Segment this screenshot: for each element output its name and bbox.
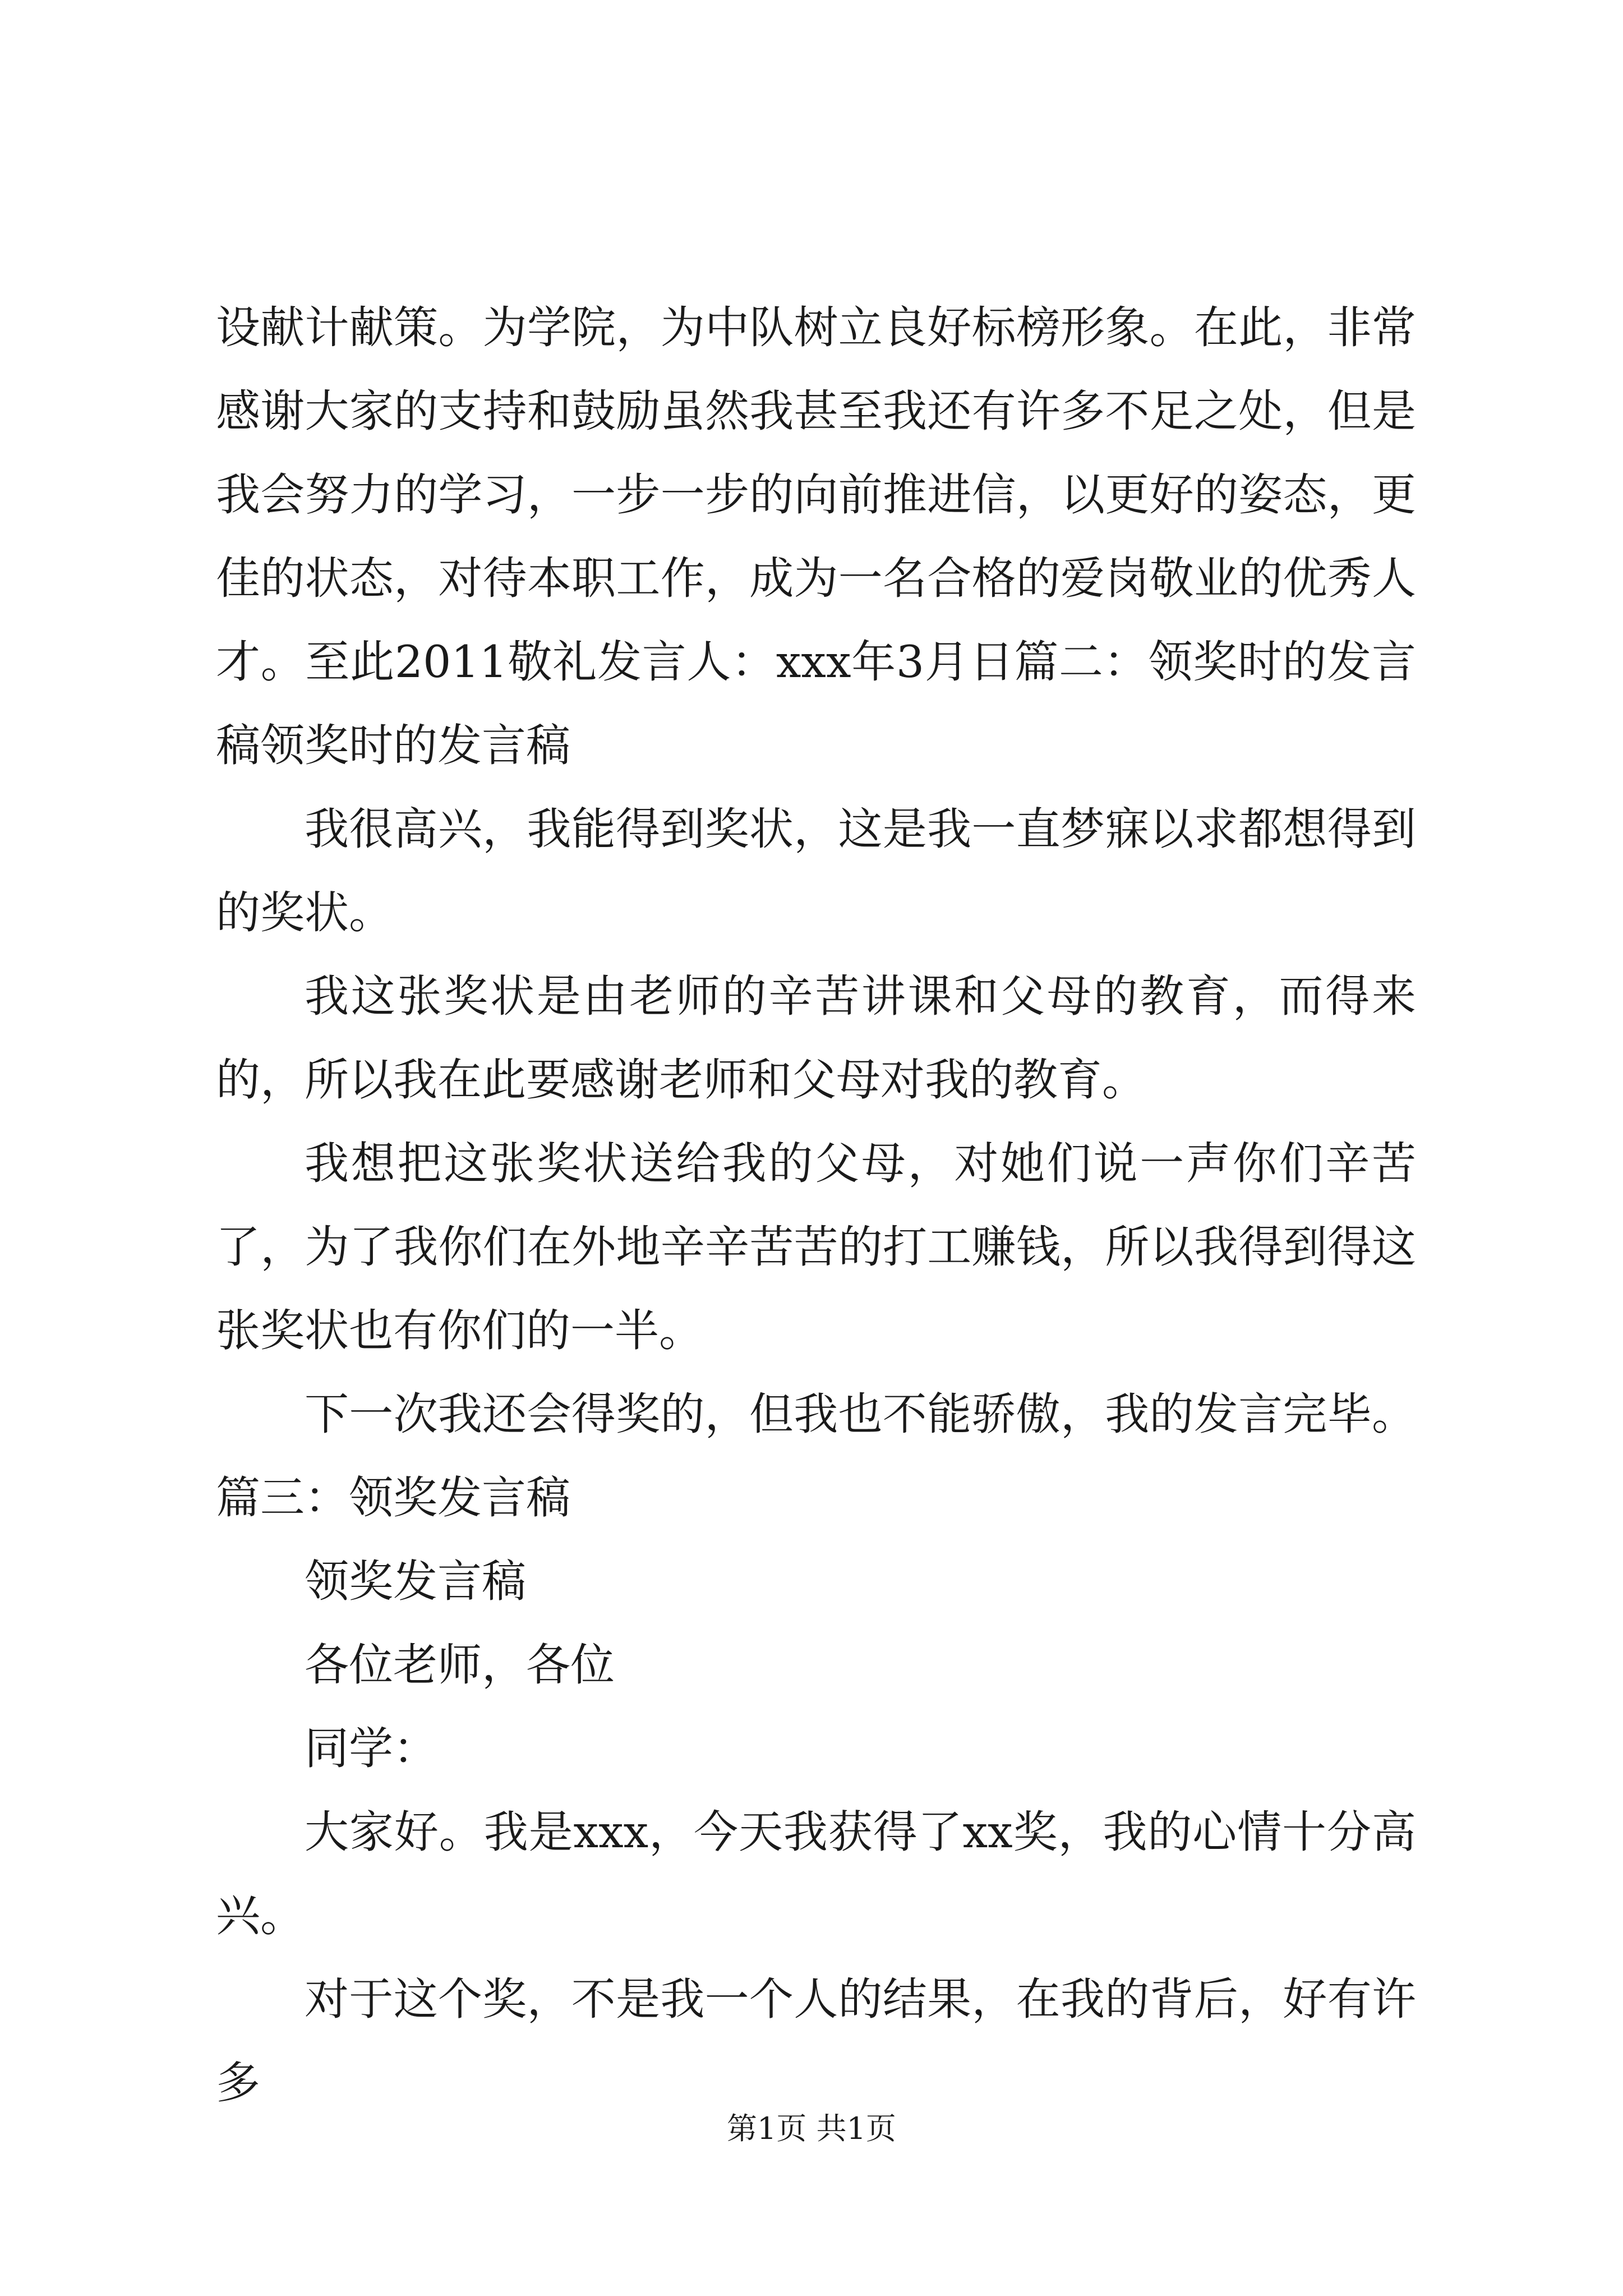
paragraph: 各位老师，各位 <box>305 1639 615 1691</box>
page-number-label: 第1页 共1页 <box>727 2111 896 2146</box>
paragraph: 我想把这张奖状送给我的父母，对她们说一声你们辛苦了，为了我你们在外地辛辛苦苦的打工赚钱，所以我得到得这张奖状也有你们的一半。 <box>216 1138 1416 1356</box>
paragraph: 大家好。我是xxx，今天我获得了xx奖，我的心情十分高兴。 <box>216 1806 1416 1941</box>
paragraph: 领奖发言稿 <box>305 1556 526 1607</box>
paragraph: 同学： <box>305 1723 437 1774</box>
paragraph: 我这张奖状是由老师的辛苦讲课和父母的教育，而得来的，所以我在此要感谢老师和父母对我的教育。 <box>216 970 1416 1106</box>
paragraph: 对于这个奖，不是我一个人的结果，在我的背后，好有许多 <box>216 1973 1416 2109</box>
page-footer <box>0 2109 1623 2148</box>
paragraph: 设献计献策。为学院，为中队树立良好标榜形象。在此，非常感谢大家的支持和鼓励虽然我甚至我还有许多不足之处，但是我会努力的学习，一步一步的向前推进信，以更好的姿态，更佳的状态，对待本职工作，成为一名合格的爱岗敬业的优秀人才。至此2011敬礼发言人：xxx年3月日篇二：领奖时的发言稿领奖时的发言稿 <box>216 302 1416 771</box>
paragraph: 下一次我还会得奖的，但我也不能骄傲，我的发言完毕。篇三：领奖发言稿 <box>216 1388 1416 1524</box>
paragraph: 我很高兴，我能得到奖状，这是我一直梦寐以求都想得到的奖状。 <box>216 803 1416 938</box>
document-body <box>216 286 1416 2125</box>
